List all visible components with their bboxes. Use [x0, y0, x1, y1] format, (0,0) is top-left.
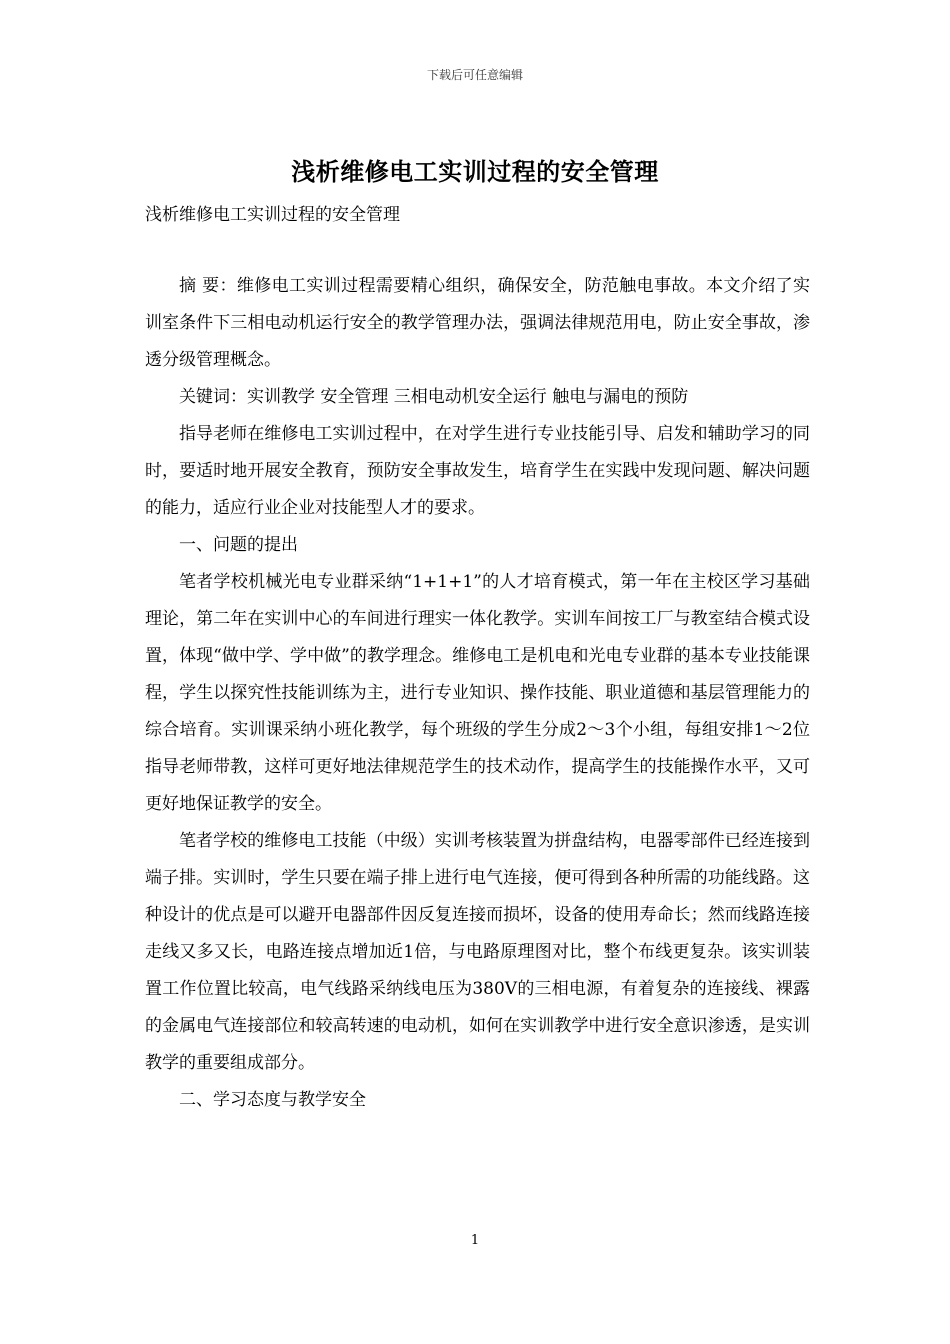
- document-subtitle: 浅析维修电工实训过程的安全管理: [145, 205, 400, 225]
- abstract-paragraph: 摘 要：维修电工实训过程需要精心组织，确保安全，防范触电事故。本文介绍了实训室条件下三相电动机运行安全的教学管理办法，强调法律规范用电，防止安全事故，渗透分级管理概念。: [145, 276, 810, 370]
- intro-paragraph: 指导老师在维修电工实训过程中，在对学生进行专业技能引导、启发和辅助学习的同时，要适时地开展安全教育，预防安全事故发生，培育学生在实践中发现问题、解决问题的能力，适应行业企业对技能型人才的要求。: [145, 424, 810, 518]
- body-paragraph: 笔者学校机械光电专业群采纳“1+1+1”的人才培育模式，第一年在主校区学习基础理论，第二年在实训中心的车间进行理实一体化教学。实训车间按工厂与教室结合模式设置，体现“做中学、学中做”的教学理念。维修电工是机电和光电专业群的基本专业技能课程，学生以探究性技能训练为主，进行专业知识、操作技能、职业道德和基层管理能力的综合培育。实训课采纳小班化教学，每个班级的学生分成2～3个小组，每组安排1～2位指导老师带教，这样可更好地法律规范学生的技术动作，提高学生的技能操作水平，又可更好地保证教学的安全。: [145, 572, 810, 814]
- header-note: 下载后可任意编辑: [426, 68, 523, 82]
- document-title: 浅析维修电工实训过程的安全管理: [291, 157, 659, 186]
- section-heading-1: 一、问题的提出: [179, 535, 298, 555]
- document-body: [145, 268, 810, 1119]
- page-number: 1: [470, 1233, 480, 1248]
- body-paragraph: 笔者学校的维修电工技能（中级）实训考核装置为拼盘结构，电器零部件已经连接到端子排。实训时，学生只要在端子排上进行电气连接，便可得到各种所需的功能线路。这种设计的优点是可以避开电器部件因反复连接而损坏，设备的使用寿命长；然而线路连接走线又多又长，电路连接点增加近1倍，与电路原理图对比，整个布线更复杂。该实训装置工作位置比较高，电气线路采纳线电压为380V的三相电源，有着复杂的连接线、裸露的金属电气连接部位和较高转速的电动机，如何在实训教学中进行安全意识渗透，是实训教学的重要组成部分。: [145, 831, 810, 1073]
- keywords-paragraph: 关键词：实训教学 安全管理 三相电动机安全运行 触电与漏电的预防: [179, 387, 689, 407]
- section-heading-2: 二、学习态度与教学安全: [179, 1090, 366, 1110]
